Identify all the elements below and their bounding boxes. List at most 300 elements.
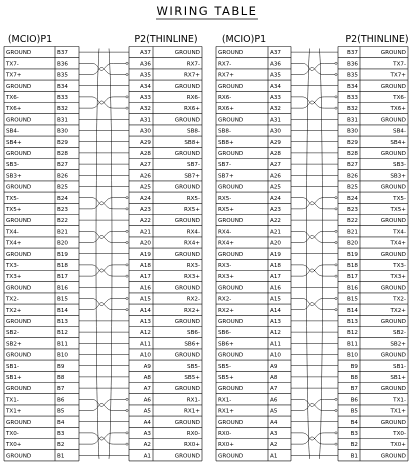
left-signal-label: SB3-	[6, 162, 19, 169]
terminal-ring	[126, 297, 128, 299]
right-pin-label: B5	[350, 408, 358, 415]
left-pin-label: A19	[270, 251, 281, 258]
left-pin-label: A29	[270, 139, 281, 146]
left-signal-label: RX4+	[218, 240, 234, 247]
terminal-ring	[126, 443, 128, 445]
left-signal-label: GROUND	[6, 319, 32, 325]
left-pin-label: B6	[57, 397, 65, 404]
left-signal-label: SB3+	[6, 173, 22, 180]
right-pin-label: B21	[347, 229, 358, 236]
table-1-right-header: P2(THINLINE)	[134, 34, 198, 45]
terminal-ring	[126, 107, 128, 109]
right-pin-label: A1	[143, 453, 151, 460]
left-signal-label: GROUND	[6, 453, 32, 460]
twisted-pair-strand-a	[92, 433, 116, 440]
left-signal-label: TX7-	[6, 61, 19, 68]
twisted-pair-strand-b	[92, 235, 116, 242]
left-signal-label: TX2+	[6, 307, 22, 314]
left-pin-label: B37	[57, 50, 68, 57]
left-pin-label: A34	[270, 83, 281, 90]
terminal-ring	[335, 309, 337, 311]
left-signal-label: GROUND	[218, 218, 244, 225]
left-pin-label: B34	[57, 83, 68, 90]
right-pin-label: A32	[140, 106, 151, 113]
right-signal-label: TX2-	[393, 296, 406, 303]
left-signal-label: RX0+	[218, 442, 234, 449]
right-pin-label: A22	[140, 218, 151, 225]
diagram-title: WIRING TABLE	[156, 4, 258, 18]
twisted-pair-strand-b	[303, 235, 327, 242]
wiring-table-1	[4, 34, 202, 461]
right-pin-label: A4	[143, 419, 151, 426]
left-signal-label: TX5-	[6, 195, 19, 202]
right-pin-label: B27	[347, 162, 358, 169]
right-signal-label: GROUND	[380, 285, 406, 292]
left-pin-label: A3	[270, 431, 278, 437]
right-signal-label: GROUND	[174, 251, 200, 258]
left-signal-label: SB5-	[218, 363, 231, 370]
left-signal-label: SB7-	[218, 162, 231, 169]
right-signal-label: SB4-	[393, 128, 406, 135]
right-signal-label: SB3-	[393, 162, 406, 169]
right-pin-label: B26	[347, 173, 358, 180]
right-signal-label: GROUND	[380, 151, 406, 157]
right-signal-label: RX2+	[184, 307, 200, 314]
twisted-pair-strand-b	[303, 67, 327, 74]
right-pin-label: B8	[350, 375, 358, 381]
left-pin-label: B10	[57, 352, 68, 359]
right-signal-label: TX7+	[390, 72, 406, 79]
left-pin-label: B18	[57, 263, 68, 269]
twisted-pair-strand-a	[303, 97, 327, 104]
left-signal-label: RX2-	[218, 296, 232, 303]
right-pin-label: B36	[347, 61, 358, 68]
right-signal-label: RX7+	[184, 72, 200, 79]
terminal-ring	[335, 107, 337, 109]
twisted-pair-strand-b	[303, 437, 327, 444]
left-signal-label: GROUND	[6, 386, 32, 393]
right-signal-label: GROUND	[380, 386, 406, 393]
left-pin-label: A33	[270, 95, 281, 101]
left-signal-label: TX7+	[6, 72, 22, 79]
left-signal-label: SB5+	[218, 375, 234, 381]
right-pin-label: A20	[140, 240, 151, 247]
right-signal-label: SB5+	[184, 375, 200, 381]
left-signal-label: RX5-	[218, 195, 232, 202]
right-signal-label: GROUND	[380, 83, 406, 90]
right-pin-label: A19	[140, 251, 151, 258]
terminal-ring	[126, 409, 128, 411]
terminal-ring	[126, 275, 128, 277]
left-signal-label: TX0-	[6, 431, 19, 437]
left-pin-label: A32	[270, 106, 281, 113]
left-pin-label: A17	[270, 274, 281, 281]
left-signal-label: GROUND	[6, 218, 32, 225]
right-signal-label: GROUND	[174, 453, 200, 460]
right-pin-label: A15	[140, 296, 151, 303]
terminal-ring	[126, 264, 128, 266]
left-pin-label: A21	[270, 229, 281, 236]
left-pin-label: B16	[57, 285, 68, 292]
right-pin-label: B14	[347, 307, 358, 314]
right-pin-label: A21	[140, 229, 151, 236]
left-pin-label: A4	[270, 419, 278, 426]
right-pin-label: B22	[347, 218, 358, 225]
right-pin-label: B20	[347, 240, 358, 247]
right-signal-label: RX4+	[184, 240, 200, 247]
left-pin-label: A25	[270, 184, 281, 191]
left-signal-label: TX2-	[6, 296, 19, 303]
right-pin-label: A33	[140, 95, 151, 101]
left-signal-label: GROUND	[218, 184, 244, 191]
left-pin-label: B33	[57, 95, 68, 101]
right-pin-label: A29	[140, 139, 151, 146]
left-signal-label: GROUND	[6, 117, 32, 124]
left-pin-label: B19	[57, 251, 68, 258]
twisted-pair-strand-b	[92, 269, 116, 276]
right-signal-label: GROUND	[380, 117, 406, 124]
right-signal-label: TX5+	[390, 207, 406, 213]
right-signal-label: GROUND	[174, 151, 200, 157]
right-pin-label: A23	[140, 207, 151, 213]
right-signal-label: SB5-	[187, 363, 200, 370]
terminal-ring	[335, 62, 337, 64]
right-signal-label: RX6-	[186, 95, 200, 101]
left-signal-label: SB7+	[218, 173, 234, 180]
left-pin-label: A18	[270, 263, 281, 269]
right-pin-label: A8	[143, 375, 151, 381]
twisted-pair-strand-b	[92, 437, 116, 444]
right-pin-label: A36	[140, 61, 151, 68]
right-pin-label: A30	[140, 128, 151, 135]
right-signal-label: TX4+	[390, 240, 406, 247]
twisted-pair-strand-a	[303, 399, 327, 406]
right-signal-label: TX5-	[393, 195, 406, 202]
left-signal-label: SB8-	[218, 128, 231, 135]
right-signal-label: GROUND	[380, 352, 406, 359]
left-pin-label: B2	[57, 442, 65, 449]
twisted-pair-strand-b	[303, 269, 327, 276]
right-signal-label: GROUND	[380, 50, 406, 57]
left-signal-label: RX7+	[218, 72, 234, 79]
twisted-pair-strand-a	[303, 63, 327, 70]
right-signal-label: TX3-	[393, 263, 406, 269]
right-signal-label: GROUND	[174, 386, 200, 393]
left-signal-label: GROUND	[6, 251, 32, 258]
left-pin-label: B31	[57, 117, 68, 124]
left-signal-label: RX2+	[218, 307, 234, 314]
twisted-pair-strand-b	[303, 303, 327, 310]
left-signal-label: TX0+	[6, 442, 22, 449]
twisted-pair-strand-b	[303, 202, 327, 209]
right-pin-label: A18	[140, 263, 151, 269]
right-pin-label: A14	[140, 307, 151, 314]
left-signal-label: TX1-	[6, 397, 19, 404]
left-signal-label: GROUND	[218, 419, 244, 426]
left-pin-label: B3	[57, 431, 65, 437]
right-signal-label: RX3-	[186, 263, 200, 269]
left-pin-label: A27	[270, 162, 281, 169]
right-pin-label: A24	[140, 195, 151, 202]
left-signal-label: GROUND	[218, 352, 244, 359]
twisted-pair-strand-a	[303, 299, 327, 306]
right-signal-label: SB7-	[187, 162, 200, 169]
right-pin-label: B32	[347, 106, 358, 113]
left-signal-label: SB1-	[6, 363, 19, 370]
right-signal-label: TX0-	[393, 431, 406, 437]
right-signal-label: GROUND	[174, 218, 200, 225]
left-pin-label: B9	[57, 363, 65, 370]
right-signal-label: SB7+	[184, 173, 200, 180]
left-pin-label: B15	[57, 296, 68, 303]
left-pin-label: B26	[57, 173, 68, 180]
twisted-pair-strand-a	[303, 198, 327, 205]
left-pin-label: A20	[270, 240, 281, 247]
twisted-pair-strand-a	[92, 231, 116, 238]
twisted-pair-strand-b	[92, 303, 116, 310]
left-pin-label: A22	[270, 218, 281, 225]
terminal-ring	[335, 398, 337, 400]
right-pin-label: B24	[347, 195, 358, 202]
left-pin-label: A13	[270, 319, 281, 325]
left-signal-label: GROUND	[218, 50, 244, 57]
left-signal-label: RX3-	[218, 263, 232, 269]
right-signal-label: RX0-	[186, 431, 200, 437]
right-pin-label: A2	[143, 442, 151, 449]
right-signal-label: RX3+	[184, 274, 200, 281]
right-pin-label: B35	[347, 72, 358, 79]
terminal-ring	[126, 96, 128, 98]
right-signal-label: TX6+	[390, 106, 406, 113]
right-pin-label: A7	[143, 386, 151, 393]
twisted-pair-strand-a	[92, 97, 116, 104]
left-pin-label: B28	[57, 151, 68, 157]
table-1-rows	[4, 47, 202, 461]
terminal-ring	[335, 275, 337, 277]
right-pin-label: A28	[140, 151, 151, 157]
left-signal-label: RX4-	[218, 229, 232, 236]
left-signal-label: GROUND	[6, 419, 32, 426]
right-signal-label: GROUND	[380, 419, 406, 426]
terminal-ring	[335, 230, 337, 232]
terminal-ring	[335, 264, 337, 266]
right-pin-label: B3	[350, 431, 358, 437]
right-signal-label: GROUND	[380, 218, 406, 225]
left-pin-label: A7	[270, 386, 278, 393]
left-pin-label: B1	[57, 453, 65, 460]
left-pin-label: A12	[270, 330, 281, 337]
left-signal-label: GROUND	[6, 184, 32, 191]
left-signal-label: SB1+	[6, 375, 22, 381]
left-pin-label: B23	[57, 207, 68, 213]
left-signal-label: GROUND	[218, 285, 244, 292]
right-signal-label: SB3+	[390, 173, 406, 180]
left-signal-label: SB8+	[218, 139, 234, 146]
left-signal-label: TX6+	[6, 106, 22, 113]
twisted-pair-strand-b	[303, 403, 327, 410]
table-1-left-header: (MCIO)P1	[7, 34, 53, 45]
left-pin-label: B11	[57, 341, 68, 348]
terminal-ring	[126, 241, 128, 243]
right-signal-label: SB1-	[393, 363, 406, 370]
right-pin-label: A6	[143, 397, 151, 404]
terminal-ring	[335, 241, 337, 243]
left-pin-label: A23	[270, 207, 281, 213]
right-pin-label: B19	[347, 251, 358, 258]
terminal-ring	[126, 398, 128, 400]
twisted-pair-strand-a	[92, 265, 116, 272]
left-pin-label: A6	[270, 397, 278, 404]
left-pin-label: A10	[270, 352, 281, 359]
left-signal-label: GROUND	[6, 83, 32, 90]
left-pin-label: B4	[57, 419, 65, 426]
right-pin-label: B10	[347, 352, 358, 359]
right-signal-label: SB2+	[390, 341, 406, 348]
right-pin-label: B7	[350, 386, 358, 393]
left-pin-label: A26	[270, 173, 281, 180]
right-pin-label: B37	[347, 50, 358, 57]
left-signal-label: GROUND	[6, 50, 32, 57]
left-signal-label: SB4+	[6, 139, 22, 146]
left-pin-label: B32	[57, 106, 68, 113]
left-signal-label: GROUND	[218, 251, 244, 258]
right-pin-label: B1	[350, 453, 358, 460]
right-signal-label: TX3+	[390, 274, 406, 281]
terminal-ring	[335, 432, 337, 434]
left-pin-label: B21	[57, 229, 68, 236]
left-signal-label: SB6+	[218, 341, 234, 348]
right-pin-label: B4	[350, 419, 358, 426]
right-signal-label: RX1-	[186, 397, 200, 404]
left-pin-label: A1	[270, 453, 278, 460]
right-pin-label: B6	[350, 397, 358, 404]
terminal-ring	[335, 443, 337, 445]
left-signal-label: TX3-	[6, 263, 19, 269]
left-pin-label: A36	[270, 61, 281, 68]
right-pin-label: B2	[350, 442, 358, 449]
left-signal-label: RX1-	[218, 397, 232, 404]
left-pin-label: B36	[57, 61, 68, 68]
right-signal-label: SB2-	[393, 330, 406, 337]
right-signal-label: GROUND	[380, 453, 406, 460]
left-signal-label: TX6-	[6, 95, 19, 101]
left-signal-label: GROUND	[6, 151, 32, 157]
right-signal-label: GROUND	[380, 184, 406, 191]
left-pin-label: B30	[57, 128, 68, 135]
left-signal-label: TX4+	[6, 240, 22, 247]
twisted-pair-strand-b	[92, 67, 116, 74]
right-signal-label: GROUND	[174, 352, 200, 359]
right-pin-label: A17	[140, 274, 151, 281]
twisted-pair-strand-b	[92, 403, 116, 410]
left-signal-label: SB4-	[6, 128, 19, 135]
right-signal-label: SB4+	[390, 139, 406, 146]
left-signal-label: GROUND	[218, 151, 244, 157]
right-pin-label: A10	[140, 352, 151, 359]
right-signal-label: RX4-	[186, 229, 200, 236]
left-signal-label: TX3+	[6, 274, 22, 281]
right-signal-label: RX7-	[186, 61, 200, 68]
left-signal-label: TX5+	[6, 207, 22, 213]
left-pin-label: B5	[57, 408, 65, 415]
left-pin-label: B22	[57, 218, 68, 225]
right-signal-label: GROUND	[174, 285, 200, 292]
twisted-pair-strand-b	[92, 101, 116, 108]
left-signal-label: RX5+	[218, 207, 234, 213]
terminal-ring	[335, 73, 337, 75]
right-signal-label: RX2-	[186, 296, 200, 303]
right-signal-label: SB6+	[184, 341, 200, 348]
right-pin-label: B9	[350, 363, 358, 370]
right-signal-label: RX0+	[184, 442, 200, 449]
left-signal-label: GROUND	[218, 386, 244, 393]
right-signal-label: GROUND	[174, 50, 200, 57]
right-pin-label: B16	[347, 285, 358, 292]
twisted-pair-strand-a	[92, 198, 116, 205]
twisted-pair-strand-a	[303, 265, 327, 272]
right-signal-label: GROUND	[380, 251, 406, 258]
right-signal-label: GROUND	[174, 419, 200, 426]
right-pin-label: A16	[140, 285, 151, 292]
right-pin-label: B17	[347, 274, 358, 281]
right-pin-label: A35	[140, 72, 151, 79]
left-pin-label: B12	[57, 330, 68, 337]
terminal-ring	[126, 73, 128, 75]
right-signal-label: GROUND	[174, 117, 200, 124]
left-signal-label: RX3+	[218, 274, 234, 281]
left-signal-label: GROUND	[218, 319, 244, 325]
twisted-pair-strand-a	[303, 231, 327, 238]
right-pin-label: A3	[143, 431, 151, 437]
left-signal-label: TX1+	[6, 408, 22, 415]
left-pin-label: A24	[270, 195, 281, 202]
right-pin-label: A5	[143, 408, 151, 415]
right-signal-label: TX1+	[390, 408, 406, 415]
wiring-table-2	[216, 34, 409, 461]
left-pin-label: A15	[270, 296, 281, 303]
right-pin-label: B18	[347, 263, 358, 269]
twisted-pair-strand-b	[92, 202, 116, 209]
left-pin-label: A2	[270, 442, 278, 449]
right-signal-label: RX1+	[184, 408, 200, 415]
right-pin-label: B15	[347, 296, 358, 303]
left-signal-label: RX1+	[218, 408, 234, 415]
twisted-pair-strand-b	[303, 101, 327, 108]
terminal-ring	[126, 62, 128, 64]
left-signal-label: GROUND	[218, 453, 244, 460]
right-pin-label: B23	[347, 207, 358, 213]
right-pin-label: A25	[140, 184, 151, 191]
right-signal-label: RX5+	[184, 207, 200, 213]
right-signal-label: GROUND	[174, 83, 200, 90]
right-pin-label: B11	[347, 341, 358, 348]
left-signal-label: GROUND	[218, 83, 244, 90]
left-pin-label: B13	[57, 319, 68, 325]
left-signal-label: TX4-	[6, 229, 19, 236]
right-signal-label: SB8+	[184, 139, 200, 146]
left-pin-label: B17	[57, 274, 68, 281]
right-pin-label: A9	[143, 363, 151, 370]
right-pin-label: B33	[347, 95, 358, 101]
left-pin-label: A5	[270, 408, 278, 415]
table-2-left-header: (MCIO)P1	[221, 34, 267, 45]
left-signal-label: RX6-	[218, 95, 232, 101]
right-pin-label: A12	[140, 330, 151, 337]
left-pin-label: A16	[270, 285, 281, 292]
terminal-ring	[126, 230, 128, 232]
left-pin-label: B25	[57, 184, 68, 191]
right-pin-label: B28	[347, 151, 358, 157]
